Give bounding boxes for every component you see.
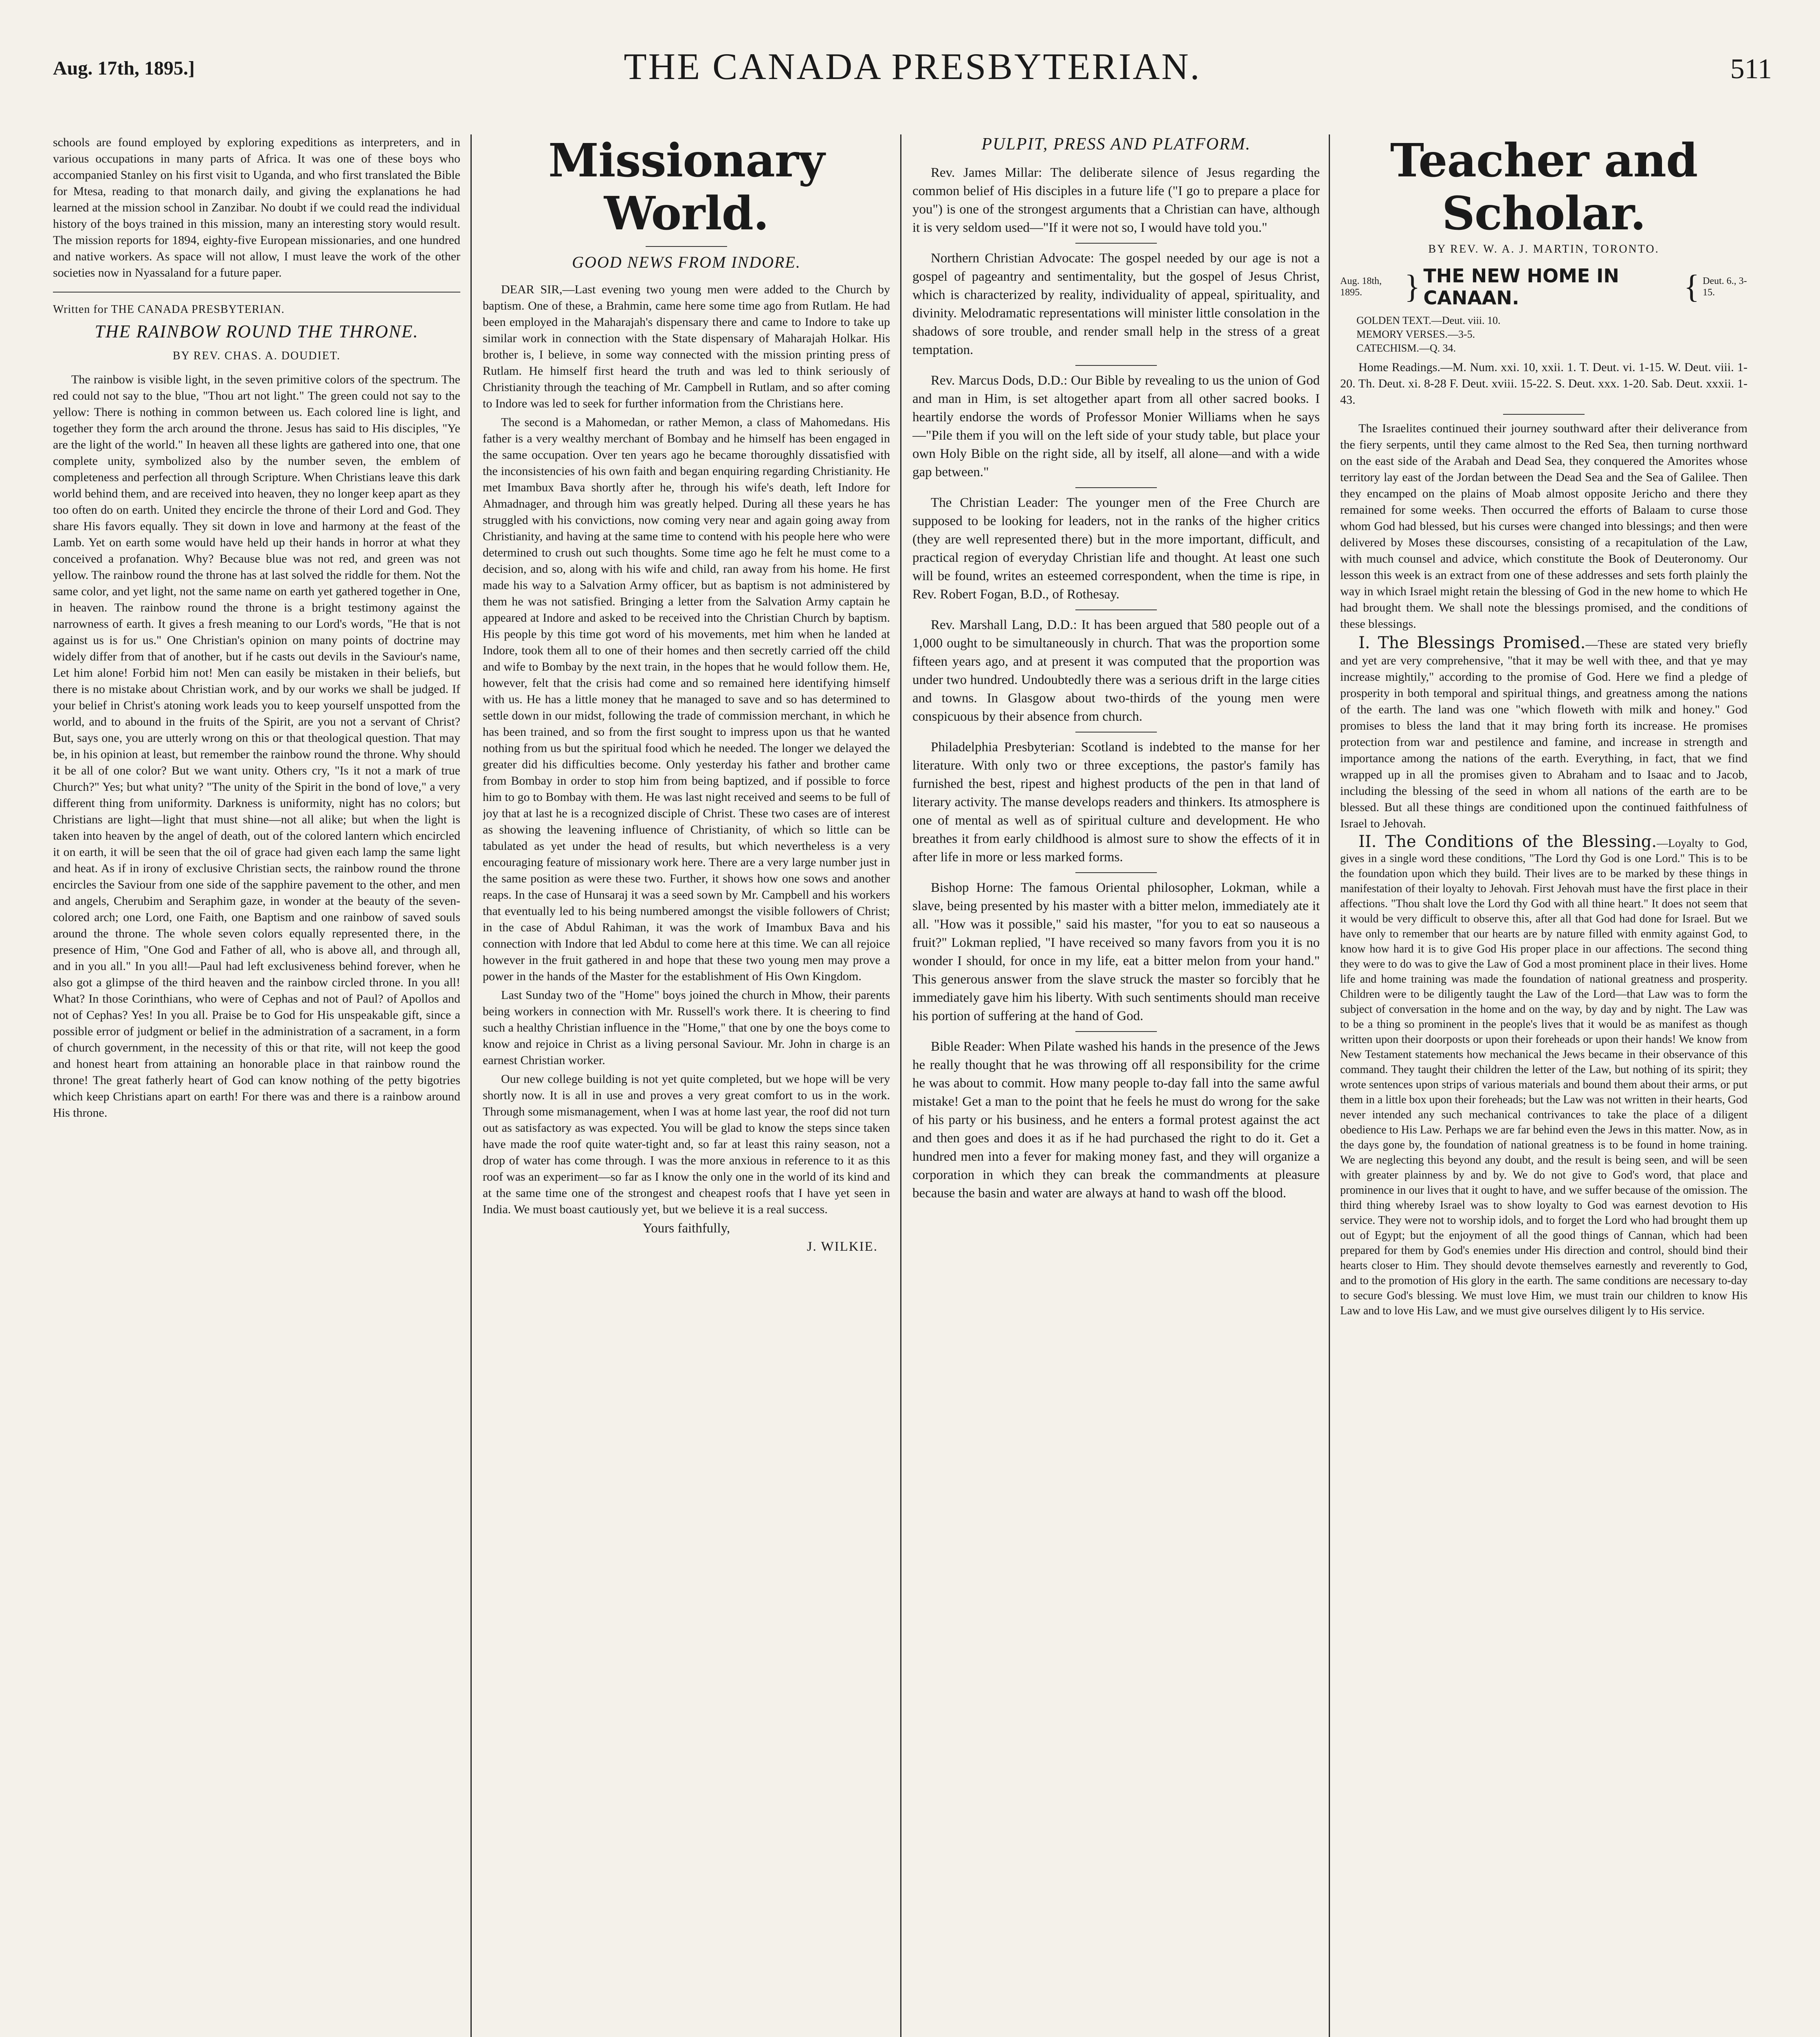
lesson-header xyxy=(1340,265,1747,309)
divider xyxy=(1075,872,1157,873)
section-header: Missionary World. xyxy=(548,134,824,240)
letter-closing: Yours faithfully, xyxy=(642,1221,730,1236)
column-divider xyxy=(1329,134,1330,2037)
article-body: The rainbow is visible light, in the seven primitive colors of the spectrum. The red could not say to the blue, "Thou art not light." The green could not say to the yellow: There is nothing in common between us. Each colored line is light, and together they form the arch around the throne. Jesus has said to His disciples, "Ye are the light of the world." In heaven all these lights are gathered into one, that one complete unity, symbolized also by the number seven, the emblem of completeness and perfection all through Scripture. When Christians leave this dark world behind them, and are received into heaven, they no longer keep apart as they too often do on earth. United they encircle the throne of their Lord and God. They share His favors equally. They sit down in love and harmony at the feast of the Lamb. Yet on earth some would have held up their hands in horror at what they conceived a profanation. Why? Because blue was not red, and green was not yellow. The rainbow round the throne has at last solved the riddle for them. Not the same color, and yet light, not the same name on earth yet gathered together in One, in heaven. The rainbow round the throne is a bright testimony against the narrowness of earth. It gives a fresh meaning to our Lord's words, "He that is not against us is for us." One Christian's opinion on many points of doctrine may widely differ from that of another, but if he casts out devils in the Saviour's name, Let him alone! Forbid him not! Men can easily be mistaken in their beliefs, but there is no mistake about Christian work, and by our works we shall be judged. If your belief in Christ's atoning work leads you to keep yourself unspotted from the world, and to abound in the fruits of the Spirit, are you not a servant of Christ? But, says one, you are utterly wrong on this or that theological question. That may be, in his opinion at least, but remember the rainbow round the throne. Why should it be all of one color? But we want unity. Others cry, "Is it not a mark of true Church?" Yes; but what unity? "The unity of the Spirit in the bond of love," a very different thing from uniformity. Darkness is uniformity, night has no colors; but Christians are light—light that must shine—not all alike; but when the light is taken into heaven by the angel of death, out of the colored lantern which encircled it on earth, it will be seen that the oil of grace had given each lamp the same light and heat. As if in irony of exclusive Christian sects, the rainbow round the throne encircles the Saviour from one side of the sapphire pavement to the other, and men and angels, Cherubim and Seraphim gaze, in wonder at the beauty of the seven-colored arch; one Lord, one Faith, one Baptism and one rainbow of saved souls around the throne. The whole seven colors equally represented there, in the presence of Him, "One God and Father of all, who is above all, and through all, and in you all." In you all!—Paul had left exclusiveness behind forever, when he also got a glimpse of the third heaven and the rainbow circled throne. In you all! What? In those Corinthians, who were of Cephas and not of Paul? of Apollos and not of Cephas? Yes! In you all. Praise be to God for His unspeakable gift, since a possible error of judgment or belief in the administration of a sacrament, in a form of church government, in the necessity of this or that rite, will not keep the good and honest heart from attaining an honorable place in that rainbow round the throne! The great fatherly heart of God can know nothing of the petty bigotries which keep Christians apart on earth! For there was and there is a rainbow around His throne. xyxy=(53,373,460,1120)
letter-paragraph: Our new college building is not yet quite completed, but we hope will be very shortly now. It is all in use and proves a very great comfort to us in the work. Through some mismanagement, when I was at home last year, the roof did not turn out as satisfactory as was expected. You will be glad to know the steps since taken have made the roof quite water-tight and, so far at least this rainy season, not a drop of water has come through. I was the more anxious in reference to it as this roof was an experiment—so far as I know the only one in the world of its kind and at the same time one of the strongest and cheapest roofs that I have yet seen in India. We must boast cautiously yet, but we believe it is a real success. xyxy=(483,1072,890,1216)
column-divider xyxy=(470,134,472,2037)
lesson-point-body: —Loyalty to God, gives in a single word these conditions, "The Lord thy God is one Lord." This is to be the foundation upon which they build. Their lives are to be marked by these things in manifestation of their loyalty to Jehovah. First Jehovah must have the first place in their affections. "Thou shalt love the Lord thy God with all thine heart." It does not seem that it would be very difficult to observe this, after all that God had done for Israel. But we have only to remember that our hearts are by nature filled with enmity against God, to know how hard it is to give God His proper place in our affections. The second thing they were to do was to give the Law of God a most prominent place in their lives. Home life and home training was made the foundation of national greatness and prosperity. Children were to be diligently taught the Law of the Lord—that Law was to form the subject of conversation in the home and on the way, by day and by night. The Law was to be a thing so prominent in the people's lives that it would be as manifest as though written upon their doorposts or upon their foreheads or upon their hands! We know from New Testament statements how mechanical the Jews became in their observance of this command. They taught their children the letter of the Law, but nothing of its spirit; they wrote sentences upon strips of various materials and bound them about their arms, or put them in a little box upon their foreheads; but the Law was not written in their hearts, God never intended any such mechanical contrivances to take the place of a diligent obedience to His Law. Perhaps we are far behind even the Jews in this matter. Now, as in the days gone by, the foundation of national greatness is to be found in home training. We are neglecting this beyond any doubt, and the result is being seen, and will be seen with greater plainness by and by. We do not give to God's word, that place and prominence in our lives that it ought to have, and we suffer because of the omission. The third thing whereby Israel was to show loyalty to God was earnest devotion to His service. They were not to worship idols, and to forget the Lord who had brought them up out of Egypt; but the enjoyment of all the good things of Cannan, which had been prepared for them by God's enemies under His direction and control, should bind their hearts closer to Him. They should devote themselves earnestly and reverently to God, and to the promotion of His glory in the earth. The same conditions are necessary to-day to secure God's blessing. We must love Him, we must train our children to know His Law and to love His Law, and we must give ourselves diligent ly to His service. xyxy=(1340,837,1747,1317)
letter-paragraph: Last Sunday two of the "Home" boys joined the church in Mhow, their parents being workers in connection with Mr. Russell's work there. It is cheering to find such a healthy Christian influence in the "Home," that one by one the boys come to know and rejoice in Christ as a living personal Saviour. Mr. John in charge is an earnest Christian worker. xyxy=(483,988,890,1067)
home-readings: Home Readings.—M. Num. xxi. 10, xxii. 1. T. Deut. vi. 1-15. W. Deut. viii. 1-20. Th. Deut. xi. 8-28 F. Deut. xviii. 15-22. S. Deut. xxx. 1-20. Sab. Deut. xxxii. 1-43. xyxy=(1340,361,1747,407)
column-1 xyxy=(53,134,460,2037)
section-byline: BY REV. W. A. J. MARTIN, TORONTO. xyxy=(1428,243,1660,255)
article-title: GOOD NEWS FROM INDORE. xyxy=(572,253,801,271)
section-header: Teacher and Scholar. xyxy=(1390,134,1698,240)
lesson-reference: Deut. 6., 3-15. xyxy=(1703,276,1747,298)
catechism: CATECHISM.—Q. 34. xyxy=(1356,342,1456,354)
lesson-point-2 xyxy=(1340,834,1747,1318)
masthead xyxy=(53,45,1772,94)
lesson-subhead: II. The Conditions of the Blessing. xyxy=(1358,832,1657,851)
lesson-subhead: I. The Blessings Promised. xyxy=(1358,634,1586,652)
brace-icon: } xyxy=(1405,269,1420,305)
quote-paragraph: Bible Reader: When Pilate washed his hands in the presence of the Jews he really thought that he was throwing off all responsibility for the crime he was about to commit. How many people to-day fall into the same awful mistake! Get a man to the point that he feels he must do wrong for the sake of his party or his business, and he enters a formal protest against the act and then goes and does it as if he had purchased the right to do it. Get a hundred men into a fever for making money fast, and they will organize a corporation in which they can break the commandments at pleasure because the basin and water are always at hand to wash off the blood. xyxy=(912,1039,1320,1201)
issue-date: Aug. 17th, 1895.] xyxy=(53,57,195,79)
quote-paragraph: Rev. Marshall Lang, D.D.: It has been argued that 580 people out of a 1,000 ought to be simultaneously in church. That was the proportion some fifteen years ago, and at present it was computed that the proportion was under two hundred. Undoubtedly there was a serious drift in the large cities and towns. In Glasgow about two-thirds of the young men were conspicuous by their absence from church. xyxy=(912,618,1320,724)
golden-text: GOLDEN TEXT.—Deut. viii. 10. xyxy=(1356,315,1501,326)
divider xyxy=(1075,365,1157,366)
lesson-point-1 xyxy=(1340,635,1747,832)
section-header: PULPIT, PRESS AND PLATFORM. xyxy=(981,135,1251,154)
lesson-point-body: —These are stated very briefly and yet are very comprehensive, "that it may be well with thee, and that ye may increase mightily," according to the promise of God. Here we find a pledge of prosperity in both temporal and spiritual things, and greatness among the nations of the earth. The land was one "which floweth with milk and honey." God promises to bless the land that it may bring forth its increase. He promises protection from war and pestilence and famine, and increase in strength and importance among the nations of the earth. Everything, in fact, that we find wrapped up in all the promises given to Abraham and to Isaac and to Jacob, including the blessing of the seed in whom all nations of the earth are to be blessed. But all these things are conditioned upon the continued faithfulness of Israel to Jehovah. xyxy=(1340,638,1747,830)
letter-paragraph: DEAR SIR,—Last evening two young men were added to the Church by baptism. One of these, a Brahmin, came here some time ago from Rutlam. He had been employed in the Maharajah's dispensary there and came to Indore to take up similar work in connection with the State dispensary of Maharajah Holkar. His brother is, I believe, in some way connected with the mission printing press of Rutlam. He himself first heard the truth and was led to think seriously of Christianity through the teaching of Mr. Campbell in Rutlam, and so after coming to Indore was led to seek for further information from the Christians here. xyxy=(483,283,890,410)
divider xyxy=(53,292,460,293)
article-continuation: schools are found employed by exploring expeditions as interpreters, and in various occupations in many parts of Africa. It was one of these boys who accompanied Stanley on his first visit to Uganda, and who first translated the Bible for Mtesa, reading to that monarch daily, and giving the explanations he had learned at the mission school in Zanzibar. No doubt if we could read the individual history of the boys trained in this mission, many an interesting story would result. The mission reports for 1894, eighty-five European missionaries, and one hundred and native workers. As space will not allow, I must leave the work of the other societies now in Nyassaland for a future paper. xyxy=(53,136,460,279)
divider xyxy=(1503,414,1585,415)
letter-paragraph: The second is a Mahomedan, or rather Memon, a class of Mahomedans. His father is a very wealthy merchant of Bombay and he himself has been engaged in the same occupation. Over ten years ago he became thoroughly dissatisfied with the inconsistencies of his own faith and began enquiring regarding Christianity. He met Imambux Bava shortly after he, through his wife's death, left Indore for Ahmadnager, and through him was greatly helped. During all these years he has struggled with his convictions, now coming very near and again going away from Christianity, and having at the same time to contend with his people here who were determined to crush out such thoughts. Some time ago he felt he must come to a decision, and so, along with his wife and child, ran away from his home. He first made his way to a Salvation Army officer, but as baptism is not administered by them he was not satisfied. Bringing a letter from the Salvation Army captain he appeared at Indore and asked to be received into the Christian Church by baptism. His people by this time got word of his movements, met him when he landed at Indore, took them all to one of their homes and then secretly carried off the child and wife to Bombay by the next train, in the hopes that he would follow them. He, however, felt that the crisis had come and so remained here identifying himself with us. He has a little money that he managed to save and so has determined to settle down in our midst, following the trade of commission merchant, in which he has been trained, and so from the first sought to impress upon us that he wanted nothing from us but the spiritual food which he needed. The longer we delayed the greater did his difficulties become. Only yesterday his father and brother came from Bombay in order to stop him from being baptized, and if possible to force him to go to Bombay with them. He was last night received and seems to be full of joy that at last he is a recognized disciple of Christ. These two cases are of interest as showing the leavening influence of Christianity, of which so little can be tabulated as yet under the head of results, but which nevertheless is a very encouraging feature of missionary work here. There are a very large number just in the same position as were these two. Further, it shows how one sows and another reaps. In the case of Hunsaraj it was a seed sown by Mr. Campbell and his workers that eventually led to his being numbered amongst the visible followers of Christ; in the case of Abdul Rahiman, it was the work of Imambux Bava and his connection with Indore that led Abdul to come here at this time. We can all rejoice however in the fruit gathered in and hope that these two young men may prove a power in the hands of the Master for the establishment of His Own Kingdom. xyxy=(483,416,890,983)
divider xyxy=(1075,243,1157,244)
quote-paragraph: Bishop Horne: The famous Oriental philosopher, Lokman, while a slave, being presented by his master with a bitter melon, immediately ate it all. "How was it possible," said his master, "for you to eat so nauseous a fruit?" Lokman replied, "I have received so many favors from you it is no wonder I should, for once in my life, eat a bitter melon from your hand." This generous answer from the slave struck the master so forcibly that he immediately gave him his liberty. With such sentiments should man receive his portion of suffering at the hand of God. xyxy=(912,880,1320,1023)
column-divider xyxy=(900,134,901,2037)
lesson-title: THE NEW HOME IN CANAAN. xyxy=(1423,265,1619,309)
newspaper-title: THE CANADA PRESBYTERIAN. xyxy=(624,46,1201,87)
memory-verses: MEMORY VERSES.—3-5. xyxy=(1356,328,1475,340)
page-number: 511 xyxy=(1730,53,1772,85)
divider xyxy=(1075,732,1157,733)
lesson-date: Aug. 18th, 1895. xyxy=(1340,276,1382,298)
article-title: THE RAINBOW ROUND THE THRONE. xyxy=(95,321,419,341)
divider xyxy=(1075,609,1157,610)
divider xyxy=(646,246,727,247)
lesson-intro: The Israelites continued their journey southward after their deliverance from the fiery serpents, until they came almost to the Red Sea, then turning northward on the east side of the Arabah and Dead Sea, they conquered the Amorites whose territory lay east of the Jordan between the Dead Sea and the Sea of Galilee. Then they encamped on the plains of Moab almost opposite Jericho and there they remained for some weeks. Then occurred the efforts of Balaam to curse those whom God had blessed, but his curses were changed into blessings; and then were delivered by Moses these discourses, consisting of a recapitulation of the Law, with much counsel and advice, which constitute the Book of Deuteronomy. Our lesson this week is an extract from one of these addresses and sets forth plainly the way in which Israel might retain the blessing of God in the new home to which He had brought them. We shall note the blessings promised, and the conditions of these blessings. xyxy=(1340,422,1747,631)
column-2 xyxy=(483,134,890,2037)
quote-paragraph: Rev. Marcus Dods, D.D.: Our Bible by revealing to us the union of God and man in Him, is set altogether apart from all other sacred books. I heartily endorse the words of Professor Monier Williams when he says—"Pile them if you will on the left side of your study table, but place your own Holy Bible on the right side, all by itself, all alone—and with a wide gap between." xyxy=(912,373,1320,480)
divider xyxy=(1075,487,1157,488)
divider xyxy=(1075,1031,1157,1032)
letter-signature: J. WILKIE. xyxy=(807,1239,878,1254)
quote-paragraph: Philadelphia Presbyterian: Scotland is indebted to the manse for her literature. With only two or three exceptions, the pastor's family has furnished the best, ripest and highest products of the pen in that land of literary activity. The manse develops readers and thinkers. Its atmosphere is one of mental as well as of spiritual culture and development. He who breathes it from early childhood is almost sure to show the effects of it in after life in more or less marked forms. xyxy=(912,740,1320,865)
quote-paragraph: Northern Christian Advocate: The gospel needed by our age is not a gospel of pageantry and sentimentality, but the gospel of Jesus Christ, which is characterized by reality, individuality of appeal, spirituality, and divinity. Melodramatic representations will minister little consolation in the shadows of sore trouble, and render small help in the stress of a great temptation. xyxy=(912,251,1320,357)
quote-paragraph: The Christian Leader: The younger men of the Free Church are supposed to be looking for leaders, not in the ranks of the higher critics (they are well represented there) but in the more important, difficult, and practical region of everyday Christian life and thought. At least one such will be found, writes an esteemed correspondent, when the time is ripe, in Rev. Robert Fogan, B.D., of Rothesay. xyxy=(912,495,1320,602)
column-3 xyxy=(912,134,1320,2037)
column-4 xyxy=(1340,134,1747,2037)
brace-icon: { xyxy=(1684,269,1699,305)
quote-paragraph: Rev. James Millar: The deliberate silence of Jesus regarding the common belief of His disciples in a future life ("I go to prepare a place for you") is one of the strongest arguments that a Christian can have, although it is very seldom used—"If it were not so, I would have told you." xyxy=(912,165,1320,235)
article-byline: BY REV. CHAS. A. DOUDIET. xyxy=(173,350,341,362)
written-for-note: Written for THE CANADA PRESBYTERIAN. xyxy=(53,303,285,316)
